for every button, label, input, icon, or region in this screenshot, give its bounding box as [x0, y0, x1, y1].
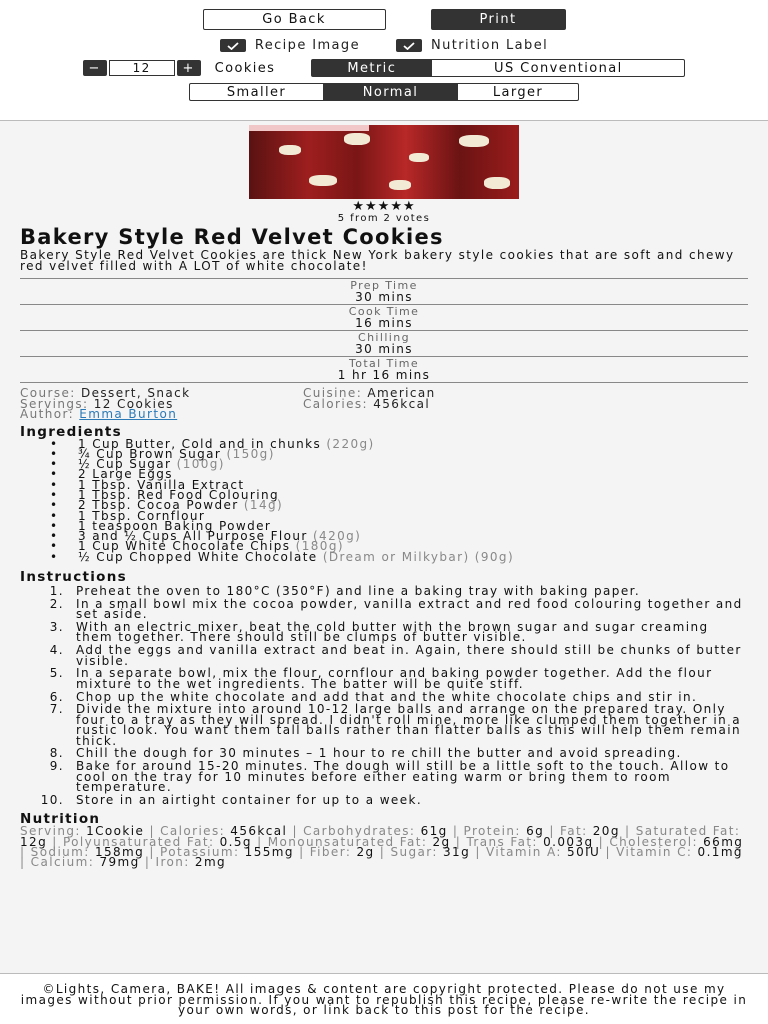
time-label: Total Time: [348, 357, 420, 370]
ingredient-note: (150g): [226, 446, 275, 461]
ingredient-note: (220g): [326, 436, 375, 451]
recipe-image: [249, 125, 519, 199]
nutrition-label: Calories:: [160, 824, 226, 839]
nutrition-label: Fat:: [560, 824, 588, 839]
course-value: Dessert, Snack: [80, 386, 191, 400]
size-smaller-option[interactable]: Smaller: [190, 84, 324, 100]
step-number: 6.: [49, 689, 64, 704]
ingredients-list: [48, 436, 748, 564]
nutrition-item: [31, 855, 140, 869]
nutrition-item: [390, 845, 470, 859]
decrease-servings-button[interactable]: −: [83, 60, 107, 76]
instruction-step: [20, 645, 748, 666]
nutrition-label: Monounsaturated Fat:: [267, 834, 428, 849]
step-number: 1.: [49, 584, 64, 599]
rating-votes: 5 from 2 votes: [337, 213, 431, 224]
ingredient-text: 2 Large Eggs: [78, 467, 173, 482]
nutrition-value: 6g: [526, 824, 545, 839]
instruction-step: [20, 792, 748, 807]
ingredient-item: [48, 549, 748, 564]
action-row: [0, 9, 768, 30]
step-text: Chill the dough for 30 minutes – 1 hour to re chill the butter and avoid spreading.: [76, 746, 682, 761]
step-number: 10.: [40, 792, 64, 807]
step-number: 8.: [49, 746, 64, 761]
ingredient-note: (420g): [312, 529, 362, 544]
ingredient-text: ½ Cup Chopped White Chocolate: [78, 549, 318, 564]
nutrition-item: [156, 855, 227, 869]
nutrition-label: Cholesterol:: [609, 834, 698, 849]
servings-input[interactable]: 12: [109, 60, 175, 76]
nutrition-label: Calcium:: [30, 855, 95, 870]
metric-option[interactable]: Metric: [312, 60, 432, 76]
time-value: 30 mins: [355, 342, 413, 356]
instruction-step: [20, 704, 748, 746]
size-larger-option[interactable]: Larger: [492, 84, 544, 100]
instruction-step: [20, 596, 748, 622]
step-text: In a small bowl mix the cocoa powder, vanilla extract and red food colouring together and set aside.: [76, 596, 743, 622]
toggle-row: [0, 38, 768, 53]
nutrition-value: 61g: [420, 824, 448, 839]
step-number: 4.: [49, 643, 64, 658]
nutrition-item: [486, 845, 600, 859]
instruction-step: [20, 619, 748, 645]
checkmark-icon: [220, 39, 246, 52]
cuisine-label: Cuisine:: [303, 386, 363, 400]
total-time: [20, 357, 748, 383]
ingredient-text: ¾ Cup Brown Sugar: [78, 446, 222, 461]
print-button[interactable]: Print: [431, 9, 566, 30]
nutrition-value: 1Cookie: [86, 824, 145, 839]
step-number: 2.: [49, 596, 64, 611]
ingredient-text: 1 Cup White Chocolate Chips: [78, 539, 291, 554]
nutrition-value: 2mg: [194, 855, 227, 870]
unit-system-toggle: [311, 59, 685, 77]
increase-servings-button[interactable]: +: [177, 60, 201, 76]
nutrition-label: Protein:: [463, 824, 521, 839]
course-label: Course:: [20, 386, 76, 400]
nutrition-value: 31g: [443, 845, 471, 860]
instruction-step: [20, 748, 748, 759]
print-controls: [0, 0, 768, 120]
servings-label: Servings:: [20, 396, 89, 411]
instructions-list: [20, 586, 748, 805]
nutrition-label: Fiber:: [309, 845, 352, 860]
nutrition-label: Vitamin C:: [616, 845, 693, 860]
step-text: Preheat the oven to 180°C (350°F) and line a baking tray with baking paper.: [76, 584, 641, 599]
author-label: Author:: [20, 407, 75, 421]
nutrition-item: [310, 845, 375, 859]
nutrition-value: 12g: [20, 834, 48, 849]
servings-unit-label: Cookies: [214, 60, 276, 76]
step-text: Add the eggs and vanilla extract and beat in. Again, there should still be chunks of butter visible.: [76, 643, 742, 668]
nutrition-value: 0.003g: [543, 834, 594, 849]
ingredient-note: (Dream or Milkybar) (90g): [322, 549, 515, 564]
us-conventional-option[interactable]: US Conventional: [494, 60, 623, 76]
step-text: In a separate bowl, mix the flour, cornflour and baking powder together. Add the flour mixture to the wet ingredients. The batter will be quite stiff.: [76, 666, 713, 691]
cuisine-value: American: [367, 386, 436, 400]
nutrition-facts: Serving: 1Cookie | Calories: 456kcal | Carbohydrates: 61g | Protein: 6g | Fat: 20g | Saturated Fat: 12g | Polyunsaturated Fat: 0.5g | Monounsaturated Fat: 2g | Trans Fat: 0.003g | Cholesterol: 66mg | Sodium: 158mg | Potassium: 155mg | Fiber: 2g | Sugar: 31g | Vitamin A: 50IU | Vitamin C: 0.1mg | Calcium: 79mg | Iron: 2mg: [20, 824, 744, 870]
ingredient-text: 3 and ½ Cups All Purpose Flour: [78, 529, 308, 544]
nutrition-value: 158mg: [94, 845, 145, 860]
nutrition-value: 456kcal: [230, 824, 288, 839]
servings-row: [0, 59, 768, 77]
nutrition-label: Sodium:: [30, 845, 90, 860]
instructions-heading: Instructions: [20, 569, 127, 586]
nutrition-label: Serving:: [20, 824, 81, 839]
text-size-toggle: [189, 83, 579, 101]
nutrition-label: Sugar:: [390, 845, 438, 860]
nutrition-label: Polyunsaturated Fat:: [62, 834, 215, 849]
step-text: Store in an airtight container for up to a week.: [76, 792, 423, 807]
rating-stars[interactable]: ★★★★★: [352, 199, 416, 214]
time-label: Cook Time: [348, 305, 420, 318]
servings-stepper: [83, 60, 201, 76]
recipe-times: [20, 278, 748, 383]
ingredient-text: 1 teaspoon Baking Powder: [78, 518, 272, 533]
nutrition-value: 2g: [356, 845, 375, 860]
nutrition-item: [616, 845, 743, 859]
nutrition-value: 66mg: [703, 834, 744, 849]
servings-value: 12 Cookies: [93, 396, 174, 411]
nutrition-label: Carbohydrates:: [303, 824, 416, 839]
ingredient-text: 1 Tbsp. Red Food Colouring: [78, 487, 279, 502]
nutrition-heading: Nutrition: [20, 811, 101, 828]
go-back-button[interactable]: Go Back: [203, 9, 386, 30]
nutrition-label: Vitamin A:: [485, 845, 562, 860]
step-number: 7.: [49, 702, 64, 717]
ingredient-text: 1 Cup Butter, Cold and in chunks: [78, 436, 322, 451]
author-link[interactable]: Emma Burton: [79, 407, 178, 421]
recipe-image-toggle[interactable]: [220, 38, 360, 53]
instruction-step: [20, 668, 748, 689]
nutrition-value: 2g: [432, 834, 451, 849]
prep-time: [20, 279, 748, 305]
time-value: 30 mins: [355, 290, 413, 304]
nutrition-value: 0.1mg: [697, 845, 743, 860]
recipe-image-label: Recipe Image: [254, 38, 360, 53]
nutrition-value: 0.5g: [219, 834, 252, 849]
ingredient-note: (14g): [243, 498, 284, 513]
size-row: [0, 83, 768, 101]
ingredients-heading: Ingredients: [20, 423, 122, 440]
nutrition-label: Saturated Fat:: [635, 824, 741, 839]
recipe-card: [0, 120, 768, 974]
calories-label: Calories:: [303, 396, 368, 411]
step-text: Chop up the white chocolate and add that and the white chocolate chips and stir in.: [76, 689, 698, 704]
ingredient-text: 1 Tbsp. Cornflour: [78, 508, 206, 523]
time-value: 1 hr 16 mins: [337, 368, 431, 382]
nutrition-value: 50IU: [567, 845, 601, 860]
nutrition-label: Potassium:: [160, 845, 240, 860]
nutrition-value: 155mg: [244, 845, 294, 860]
nutrition-label: Iron:: [155, 855, 190, 870]
step-text: Bake for around 15-20 minutes. The dough will still be a little soft to the touch. Allow to cool on the tray for 10 minutes before either eating warm or bring them to room temperature.: [76, 759, 730, 795]
recipe-summary: Bakery Style Red Velvet Cookies are thick New York bakery style cookies that are soft and chewy red velvet filled with A LOT of white chocolate!: [20, 248, 735, 273]
nutrition-label-label: Nutrition Label: [430, 38, 549, 53]
recipe-title: Bakery Style Red Velvet Cookies: [20, 225, 444, 249]
checkmark-icon: [396, 39, 422, 52]
time-value: 16 mins: [355, 316, 413, 330]
ingredient-note: (100g): [176, 457, 225, 472]
ingredient-note: (180g): [295, 539, 344, 554]
instruction-step: [20, 689, 748, 704]
step-text: Divide the mixture into around 10-12 large balls and arrange on the prepared tray. Only four to a tray as they will spread. I didn't roll mine, more like clumped them together in a rustic look. You want them tall balls rather than flatter balls as this will help them remain thick.: [76, 702, 742, 748]
nutrition-value: 79mg: [99, 855, 140, 870]
ingredient-text: 2 Tbsp. Cocoa Powder: [78, 498, 239, 513]
calories-value: 456kcal: [373, 396, 431, 411]
time-label: Prep Time: [350, 279, 418, 292]
cook-time: [20, 305, 748, 331]
step-number: 3.: [49, 619, 64, 634]
step-number: 9.: [49, 759, 64, 774]
instruction-step: [20, 761, 748, 793]
nutrition-value: 20g: [592, 824, 620, 839]
copyright-notice: ©Lights, Camera, BAKE! All images & content are copyright protected. Please do not use my images without prior permission. If you want to republish this recipe, please re-write the recipe in your own words, or link back to this post for the recipe.: [20, 982, 748, 1017]
step-number: 5.: [49, 666, 64, 681]
step-text: With an electric mixer, beat the cold butter with the brown sugar and sugar creaming them together. There should still be clumps of butter visible.: [76, 619, 709, 645]
nutrition-label-toggle[interactable]: [396, 38, 548, 53]
chilling-time: [20, 331, 748, 357]
recipe-meta: [20, 388, 748, 420]
instruction-step: [20, 586, 748, 597]
size-normal-option[interactable]: Normal: [324, 84, 458, 100]
ingredient-text: 1 Tbsp. Vanilla Extract: [78, 477, 245, 492]
nutrition-label: Trans Fat:: [466, 834, 538, 849]
time-label: Chilling: [357, 331, 411, 344]
ingredient-text: ½ Cup Sugar: [78, 457, 172, 472]
